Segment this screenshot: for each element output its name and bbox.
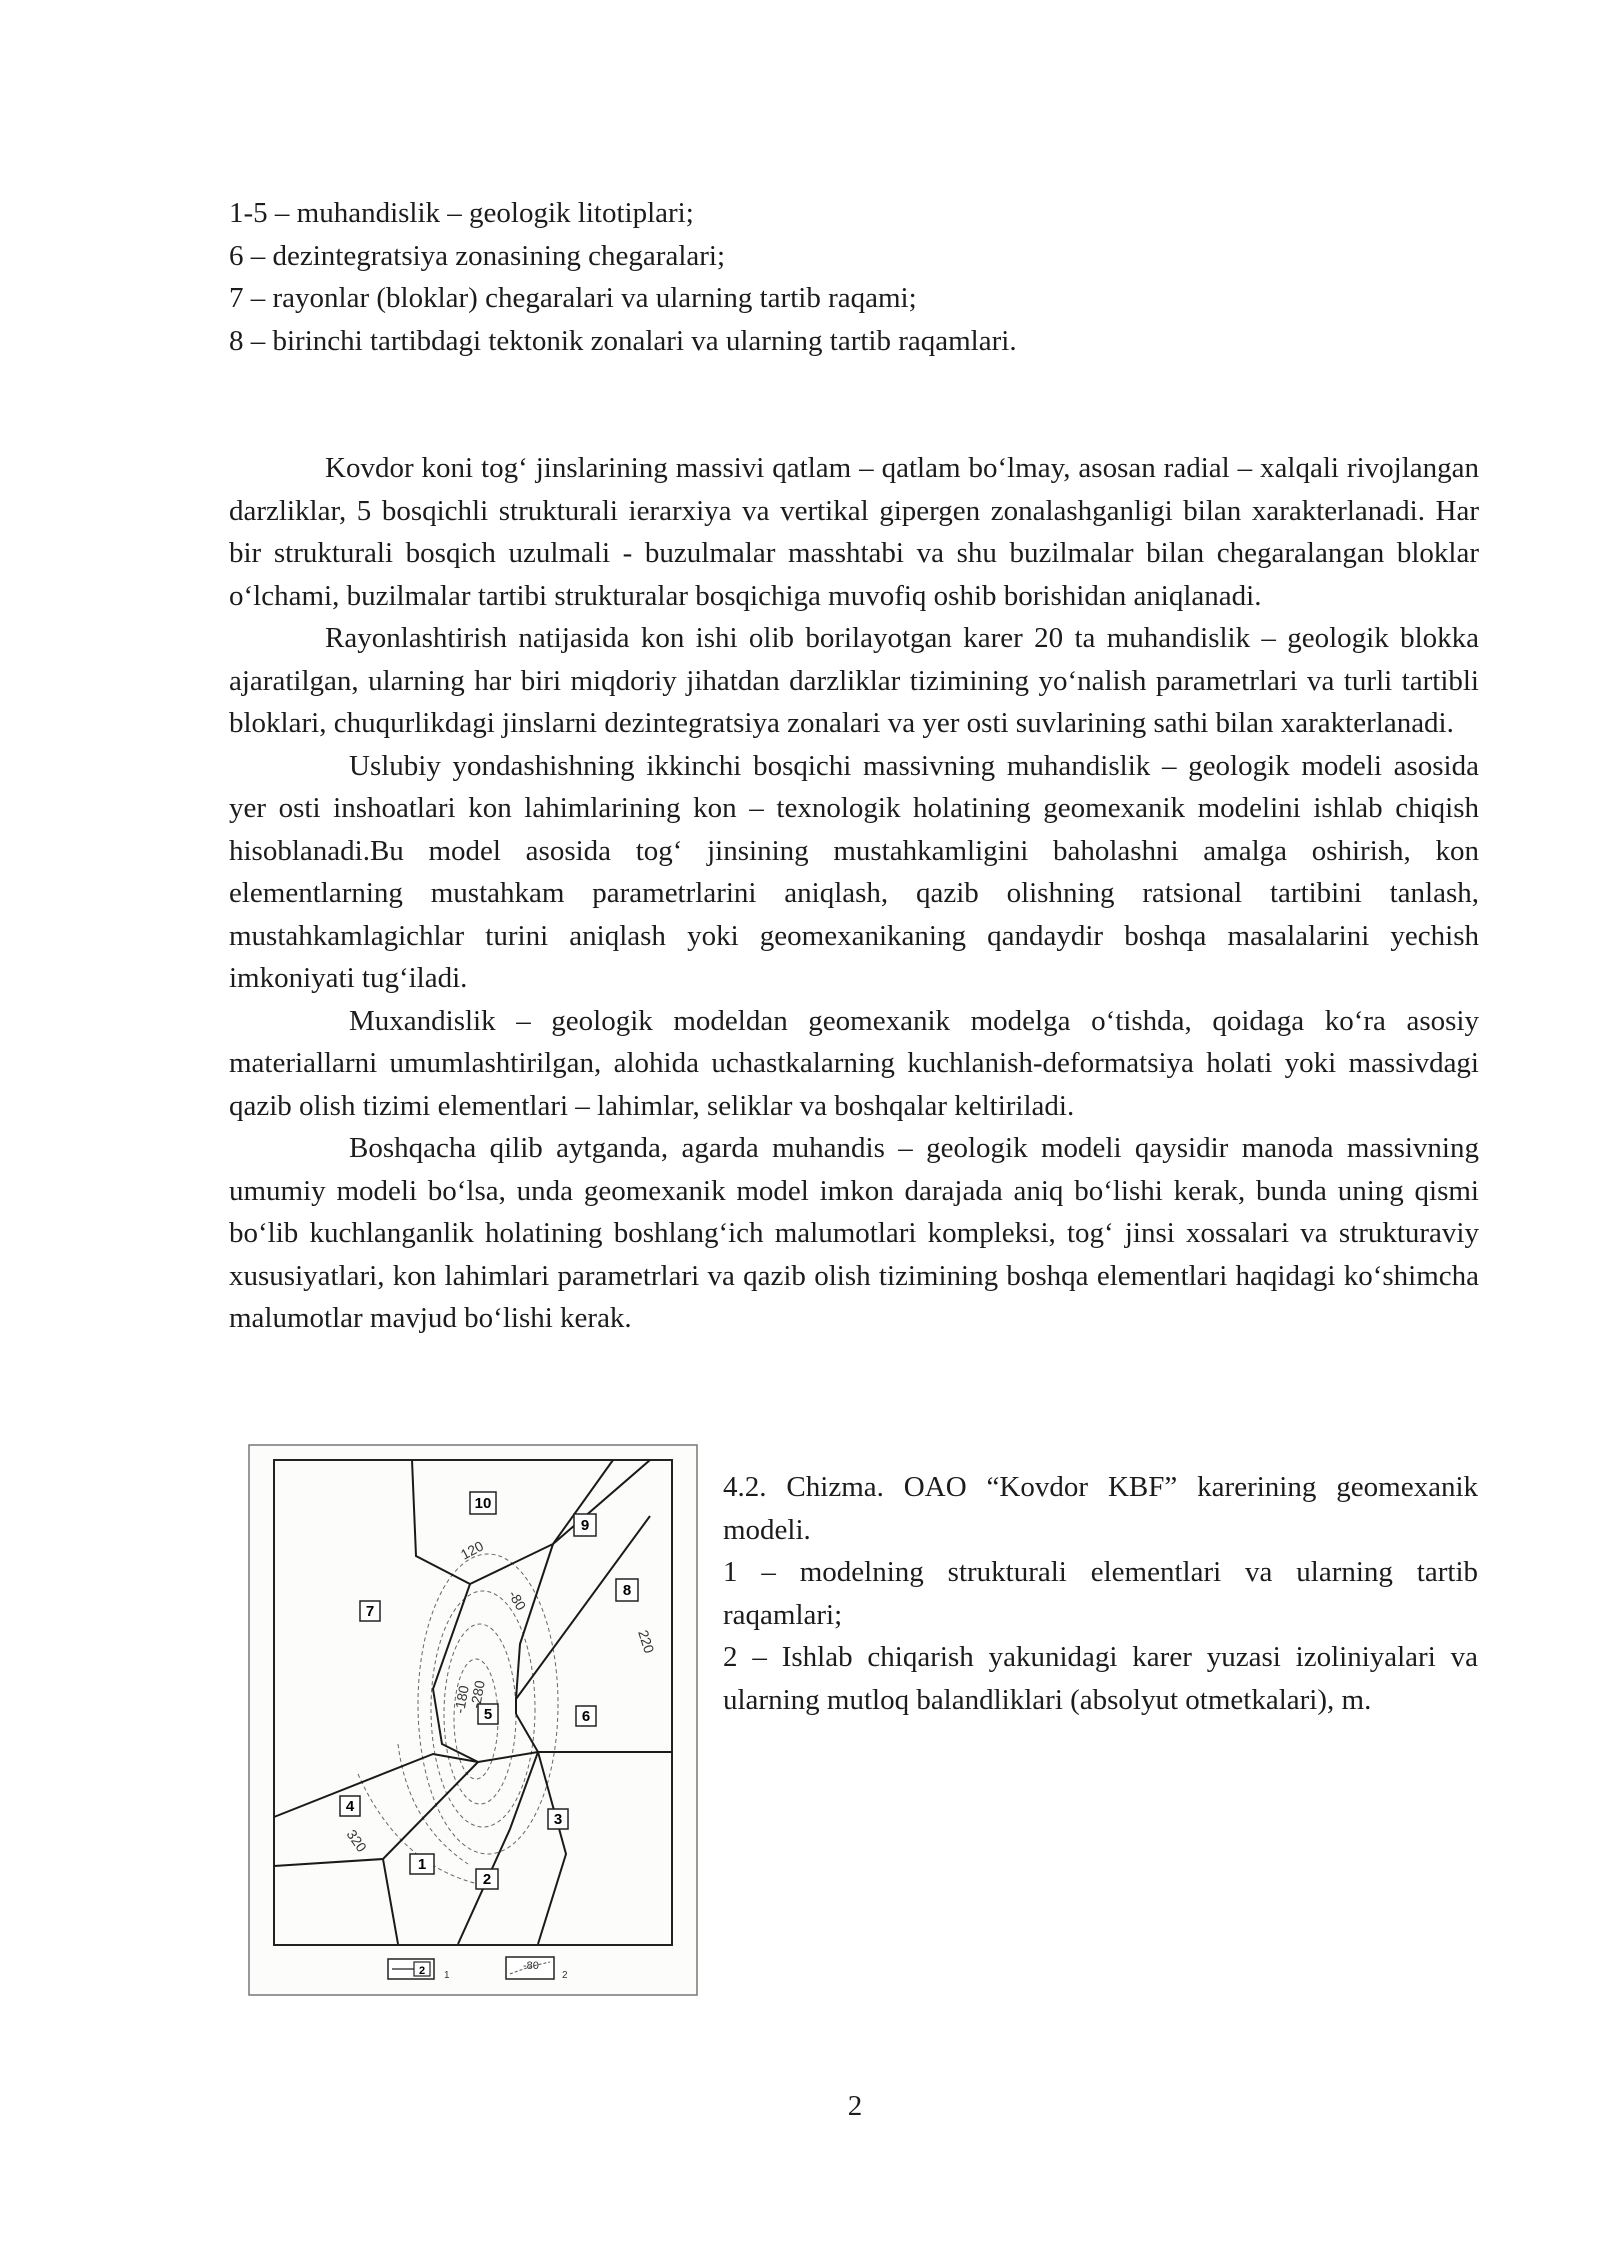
- block-label: [574, 1514, 596, 1536]
- svg-text:4: 4: [345, 1798, 355, 1815]
- body-text: [229, 447, 1479, 1340]
- legend-line: 6 – dezintegratsiya zonasining chegaralari;: [229, 239, 726, 272]
- legend-line: 8 – birinchi tartibdagi tektonik zonalari va ularning tartib raqamlari.: [229, 324, 1017, 357]
- legend-key-value: -80: [523, 1960, 539, 1972]
- svg-text:7: 7: [365, 1603, 375, 1620]
- figure-legend-list: [229, 192, 1479, 362]
- paragraph: Muxandislik – geologik modeldan geomexanik modelga o‘tishda, qoidaga ko‘ra asosiy materiallarni umumlashtirilgan, alohida uchastkalarning kuchlanish-deformatsiya holati yoki massivdagi qazib olish tizimi elementlari – lahimlar, seliklar va boshqalar keltiriladi.: [229, 1004, 1479, 1122]
- block-label: [470, 1492, 496, 1514]
- paragraph: Rayonlashtirish natijasida kon ishi olib borilayotgan karer 20 ta muhandislik – geologik blokka ajaratilgan, ularning har biri miqdoriy jihatdan darzliklar tizimining yo‘nalish parametrlari va turli tartibli bloklari, chuqurlikdagi jinslarni dezintegratsiya zonalari va yer osti suvlarining sathi bilan xarakterlanadi.: [229, 622, 1479, 739]
- figure-caption: [723, 1466, 1478, 1721]
- isoline-value: 120: [457, 1537, 487, 1563]
- block-label: [576, 1706, 596, 1726]
- svg-text:5: 5: [483, 1706, 493, 1723]
- svg-text:8: 8: [622, 1582, 632, 1599]
- isoline-value: -80: [505, 1587, 530, 1614]
- svg-text:1: 1: [417, 1856, 427, 1873]
- isoline-value: 220: [635, 1627, 658, 1656]
- paragraph: Uslubiy yondashishning ikkinchi bosqichi massivning muhandislik – geologik modeli asosida yer osti inshoatlari kon lahimlarining kon – texnologik holatining geomexanik modelini ishlab chiqish hisoblanadi.Bu model asosida tog‘ jinsining mustahkamligini baholashni amalga oshirish, kon elementlarning mustahkam parametrlarini aniqlash, qazib olishning ratsional tartibini tanlash, mustahkamlagichlar turini aniqlash yoki geomexanikaning qandaydir boshqa masalalarini yechish imkoniyati tug‘iladi.: [229, 749, 1479, 994]
- isoline-value: -280: [467, 1679, 488, 1710]
- legend-line: 1-5 – muhandislik – geologik litotiplari;: [229, 197, 694, 229]
- caption-item: 2 – Ishlab chiqarish yakunidagi karer yuzasi izoliniyalari va ularning mutloq balandliklari (absolyut otmetkalari), m.: [723, 1641, 1478, 1716]
- legend-key-number: 2: [418, 1965, 426, 1977]
- caption-title: 4.2. Chizma. OAO “Kovdor KBF” karerining geomexanik modeli.: [723, 1471, 1478, 1546]
- legend-key-suffix: 2: [562, 1970, 568, 1981]
- svg-text:3: 3: [553, 1811, 563, 1828]
- legend-key-suffix: 1: [444, 1970, 450, 1981]
- block-label: [360, 1601, 380, 1621]
- svg-text:9: 9: [580, 1517, 590, 1534]
- geomechanical-model-figure: [248, 1444, 700, 1999]
- isoline-value: 320: [343, 1826, 371, 1855]
- block-label: [410, 1854, 434, 1874]
- svg-text:6: 6: [581, 1708, 591, 1725]
- block-label: [476, 1869, 498, 1889]
- model-map-drawing: [248, 1444, 700, 1999]
- svg-text:10: 10: [474, 1495, 492, 1512]
- legend-line: 7 – rayonlar (bloklar) chegaralari va ularning tartib raqami;: [229, 282, 917, 314]
- page-number: 2: [847, 2090, 863, 2122]
- block-label: [340, 1796, 360, 1816]
- isoline-value: -180: [451, 1684, 472, 1715]
- caption-item: 1 – modelning strukturali elementlari va ularning tartib raqamlari;: [723, 1556, 1478, 1631]
- paragraph: Boshqacha qilib aytganda, agarda muhandis – geologik modeli qaysidir manoda massivning umumiy modeli bo‘lsa, unda geomexanik model imkon darajada aniq bo‘lishi kerak, bunda uning qismi bo‘lib kuchlanganlik holatining boshlang‘ich malumotlari kompleksi, tog‘ jinsi xossalari va strukturaviy xususiyatlari, kon lahimlari parametrlari va qazib olish tizimining boshqa elementlari haqidagi ko‘shimcha malumotlar mavjud bo‘lishi kerak.: [229, 1132, 1479, 1334]
- block-label: [616, 1579, 638, 1601]
- svg-text:2: 2: [482, 1871, 492, 1888]
- block-label: [548, 1809, 568, 1829]
- paragraph: Kovdor koni tog‘ jinslarining massivi qatlam – qatlam bo‘lmay, asosan radial – xalqali rivojlangan darzliklar, 5 bosqichli strukturali ierarxiya va vertikal gipergen zonalashganligi bilan xarakterlanadi. Har bir strukturali bosqich uzulmali - buzulmalar masshtabi va shu buzilmalar bilan chegaralangan bloklar o‘lchami, buzilmalar tartibi strukturalar bosqichiga muvofiq oshib borishidan aniqlanadi.: [229, 452, 1479, 612]
